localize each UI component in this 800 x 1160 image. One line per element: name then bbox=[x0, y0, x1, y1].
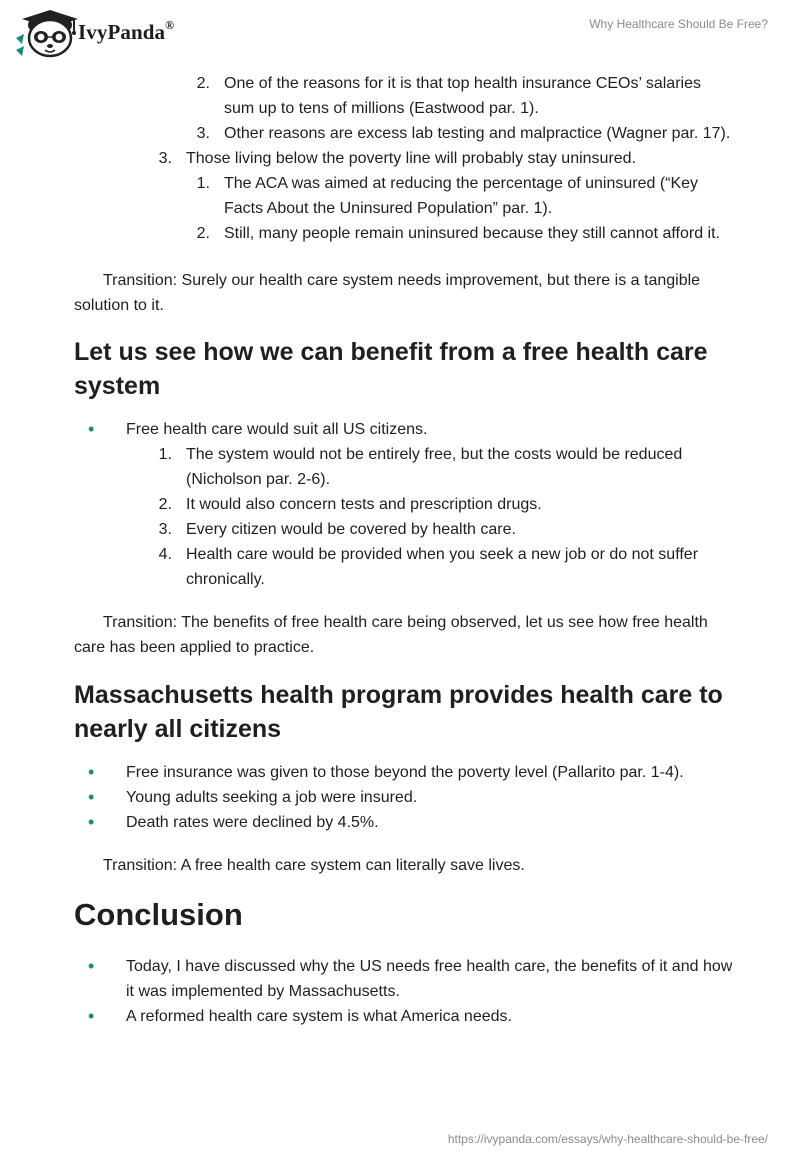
bullet-dot-icon: • bbox=[88, 787, 95, 807]
section-heading-massachusetts: Massachusetts health program provides health care to nearly all citizens bbox=[74, 681, 723, 743]
list-item bbox=[74, 71, 734, 121]
list-text: Health care would be provided when you seek a new job or do not suffer chronically. bbox=[186, 546, 699, 588]
list-marker: 4. bbox=[158, 546, 172, 563]
bullet-dot-icon: • bbox=[88, 1006, 95, 1026]
source-url[interactable]: https://ivypanda.com/essays/why-healthcare-should-be-free/ bbox=[447, 1132, 768, 1146]
list-marker: 3. bbox=[158, 150, 172, 167]
list-marker: 2. bbox=[196, 225, 210, 242]
list-text: The system would not be entirely free, but the costs would be reduced (Nicholson par. 2-6). bbox=[186, 446, 683, 488]
bullet-item bbox=[74, 760, 734, 785]
bullet-dot-icon: • bbox=[88, 419, 95, 439]
bullet-item bbox=[74, 1004, 734, 1029]
list-marker: 3. bbox=[158, 521, 172, 538]
bullet-dot-icon: • bbox=[88, 956, 95, 976]
bullet-text: A reformed health care system is what America needs. bbox=[126, 1008, 512, 1025]
transition-text: Transition: Surely our health care system needs improvement, but there is a tangible solution to it. bbox=[74, 272, 701, 314]
list-text: The ACA was aimed at reducing the percentage of uninsured (“Key Facts About the Uninsured Population” par. 1). bbox=[224, 175, 699, 217]
list-item bbox=[74, 442, 734, 492]
essay-content bbox=[74, 71, 734, 1029]
list-item bbox=[74, 171, 734, 221]
bullet-dot-icon: • bbox=[88, 762, 95, 782]
bullet-text: Young adults seeking a job were insured. bbox=[126, 789, 418, 806]
list-item bbox=[74, 221, 734, 246]
brand-name[interactable]: IvyPanda® bbox=[78, 18, 175, 44]
list-text: Other reasons are excess lab testing and malpractice (Wagner par. 17). bbox=[224, 125, 731, 142]
list-text: Still, many people remain uninsured because they still cannot afford it. bbox=[224, 225, 720, 242]
bullet-text: Today, I have discussed why the US needs free health care, the benefits of it and how it was implemented by Massachusetts. bbox=[126, 958, 733, 1000]
page-header bbox=[0, 0, 800, 66]
list-item bbox=[74, 121, 734, 146]
bullet-item bbox=[74, 417, 734, 442]
list-text: Those living below the poverty line will probably stay uninsured. bbox=[186, 150, 637, 167]
section-heading-conclusion: Conclusion bbox=[74, 897, 243, 932]
list-text: It would also concern tests and prescription drugs. bbox=[186, 496, 542, 513]
list-marker: 2. bbox=[158, 496, 172, 513]
section-heading-benefits: Let us see how we can benefit from a free health care system bbox=[74, 338, 708, 400]
list-item bbox=[74, 146, 734, 171]
bullet-text: Free health care would suit all US citizens. bbox=[126, 421, 428, 438]
bullet-text: Free insurance was given to those beyond the poverty level (Pallarito par. 1-4). bbox=[126, 764, 684, 781]
bullet-item bbox=[74, 954, 734, 1004]
bullet-dot-icon: • bbox=[88, 812, 95, 832]
list-item bbox=[74, 492, 734, 517]
list-marker: 3. bbox=[196, 125, 210, 142]
bullet-text: Death rates were declined by 4.5%. bbox=[126, 814, 379, 831]
list-text: One of the reasons for it is that top health insurance CEOs’ salaries sum up to tens of millions (Eastwood par. 1). bbox=[224, 75, 701, 117]
list-item bbox=[74, 517, 734, 542]
list-marker: 2. bbox=[196, 75, 210, 92]
bullet-item bbox=[74, 810, 734, 835]
list-marker: 1. bbox=[196, 175, 210, 192]
list-marker: 1. bbox=[158, 446, 172, 463]
list-item bbox=[74, 542, 734, 592]
transition-text: Transition: The benefits of free health care being observed, let us see how free health care has been applied to practice. bbox=[74, 614, 708, 656]
bullet-item bbox=[74, 785, 734, 810]
panda-mascot-icon bbox=[16, 10, 78, 56]
transition-text: Transition: A free health care system can literally save lives. bbox=[103, 857, 525, 874]
list-text: Every citizen would be covered by health care. bbox=[186, 521, 516, 538]
document-title: Why Healthcare Should Be Free? bbox=[589, 17, 768, 31]
